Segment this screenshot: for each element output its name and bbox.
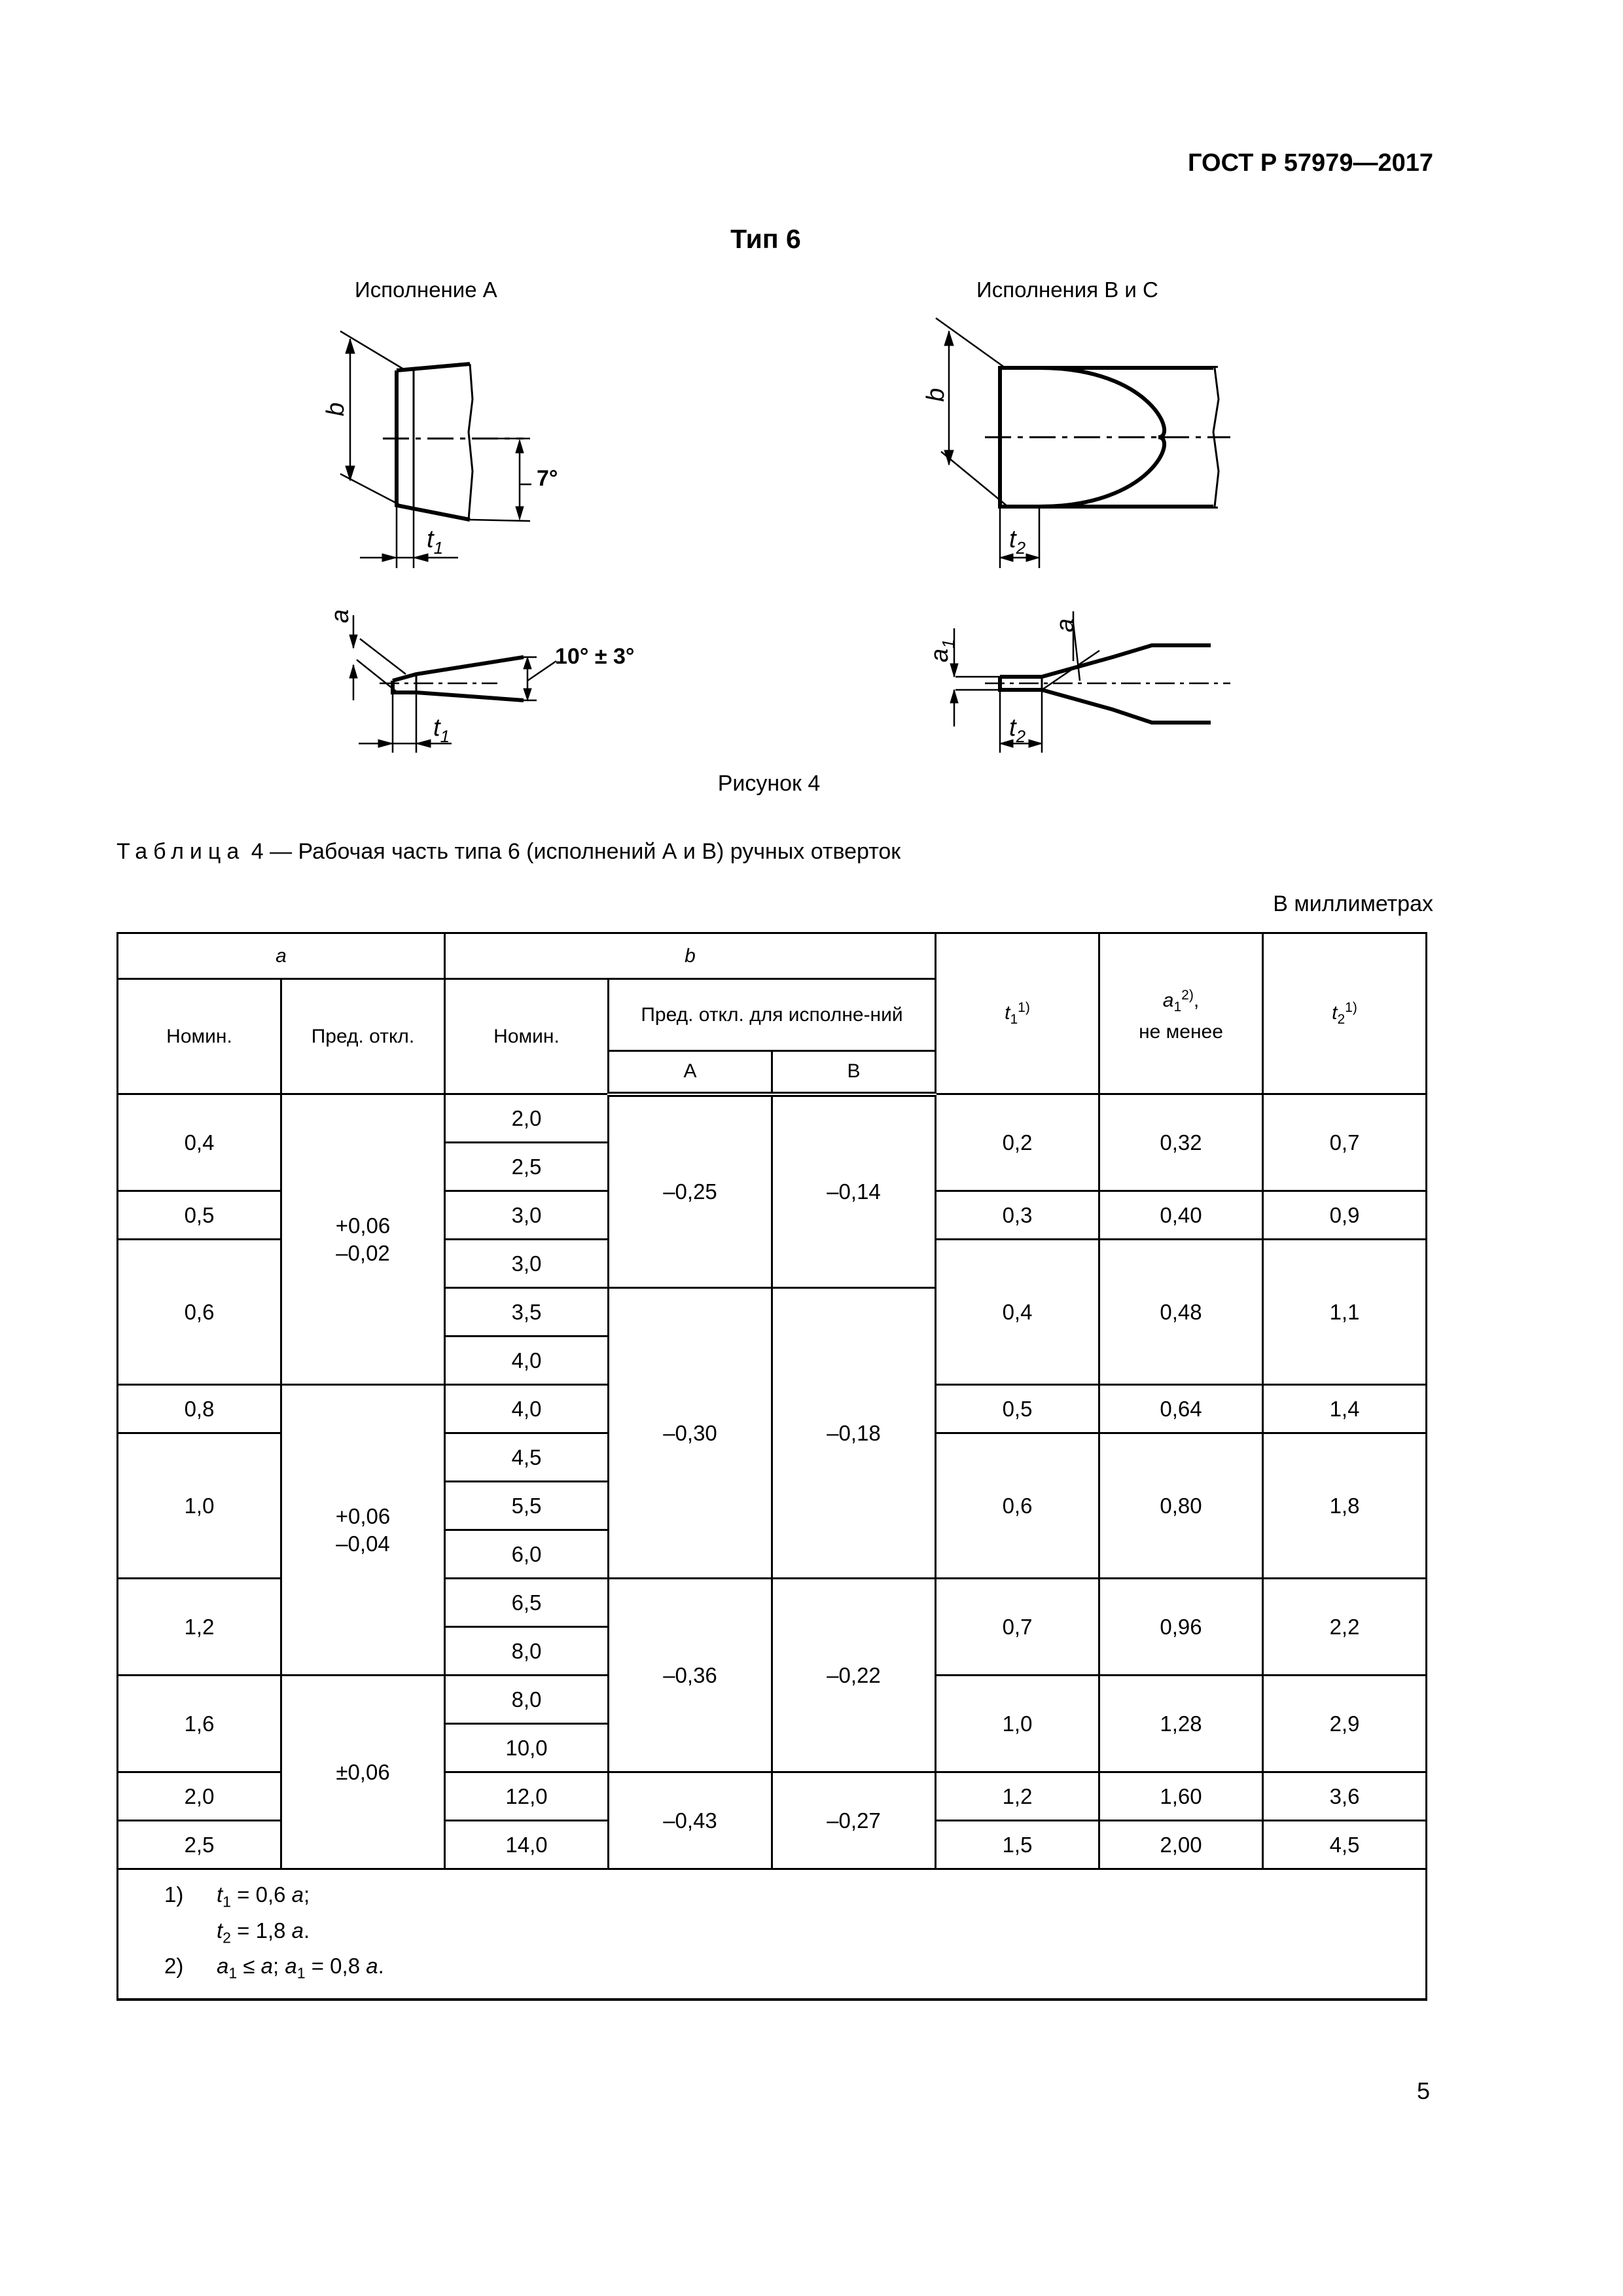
cell-b-nom: 3,5 [445, 1288, 609, 1336]
dim-t2-label-top: $t_2$ [1009, 526, 1026, 558]
variant-bc-side-view [950, 611, 1230, 753]
cell-a1: 0,48 [1099, 1240, 1263, 1385]
cell-a-nom: 1,2 [118, 1579, 281, 1676]
variant-a-title: Исполнение А [355, 278, 497, 302]
angle-10-label: 10° ± 3° [555, 644, 635, 669]
cell-tol-b-b: –0,27 [772, 1772, 936, 1869]
cell-b-nom: 12,0 [445, 1772, 609, 1821]
cell-t2: 1,1 [1263, 1240, 1427, 1385]
cell-t1: 1,0 [936, 1676, 1099, 1772]
cell-b-nom: 14,0 [445, 1821, 609, 1869]
cell-b-nom: 2,5 [445, 1143, 609, 1191]
footnote-2: 2) $a_1 \le a$; $a_1 = 0,8$ a. [164, 1954, 384, 1982]
table-title-text: 4 — Рабочая часть типа 6 (исполнений А и В) ручных отверток [245, 839, 901, 864]
cell-tol-a: ±0,06 [281, 1676, 445, 1869]
header-nomin-a: Номин. [118, 979, 281, 1094]
cell-a-nom: 1,6 [118, 1676, 281, 1772]
cell-tol-b-a: –0,30 [609, 1288, 772, 1579]
cell-t2: 0,7 [1263, 1094, 1427, 1191]
dim-t1-label-top: $t_1$ [427, 526, 444, 558]
header-a: a [118, 933, 445, 979]
footnote-1: 1) $t_1 = 0,6$ a; [164, 1882, 310, 1910]
cell-a-nom: 1,0 [118, 1433, 281, 1579]
table-units: В миллиметрах [1273, 891, 1433, 916]
cell-tol-b-b: –0,22 [772, 1579, 936, 1772]
cell-t2: 2,9 [1263, 1676, 1427, 1772]
cell-t2: 2,2 [1263, 1579, 1427, 1676]
cell-t1: 0,2 [936, 1094, 1099, 1191]
cell-tol-b-a: –0,36 [609, 1579, 772, 1772]
table-title [116, 839, 901, 865]
cell-t2: 3,6 [1263, 1772, 1427, 1821]
header-t2: $t_2^{1)}$ [1263, 933, 1427, 1094]
dim-a-label-right: a [1052, 618, 1079, 632]
cell-a-nom: 0,4 [118, 1094, 281, 1191]
cell-a1: 0,96 [1099, 1579, 1263, 1676]
cell-a1: 2,00 [1099, 1821, 1263, 1869]
cell-a-nom: 2,0 [118, 1772, 281, 1821]
variant-a-top-view [340, 331, 531, 568]
header-nomin-b: Номин. [445, 979, 609, 1094]
cell-tol-a: +0,06 –0,02 [281, 1094, 445, 1385]
dim-t2-label-bottom: $t_2$ [1009, 714, 1026, 746]
page-number: 5 [1416, 2077, 1430, 2104]
dim-a1-label: $a_1$ [926, 639, 958, 662]
header-a1: $a_1^{2)}$, не менее [1099, 933, 1263, 1094]
figure-4-drawing [0, 0, 1623, 785]
header-variant-a: А [609, 1051, 772, 1094]
cell-b-nom: 3,0 [445, 1191, 609, 1240]
variant-a-side-view [349, 615, 556, 753]
cell-a-nom: 2,5 [118, 1821, 281, 1869]
table-footnotes [118, 1869, 1427, 2000]
cell-t1: 0,7 [936, 1579, 1099, 1676]
variant-bc-top-view [936, 318, 1230, 568]
variant-bc-title: Исполнения В и С [976, 278, 1158, 302]
cell-b-nom: 10,0 [445, 1724, 609, 1772]
cell-b-nom: 5,5 [445, 1482, 609, 1530]
cell-a-nom: 0,5 [118, 1191, 281, 1240]
dim-a-label-left: a [327, 609, 354, 623]
cell-b-nom: 6,0 [445, 1530, 609, 1579]
header-pred-otkl-isp: Пред. откл. для исполне-ний [609, 979, 936, 1051]
cell-b-nom: 4,0 [445, 1385, 609, 1433]
cell-b-nom: 2,0 [445, 1094, 609, 1143]
cell-t1: 0,4 [936, 1240, 1099, 1385]
cell-b-nom: 8,0 [445, 1676, 609, 1724]
cell-b-nom: 3,0 [445, 1240, 609, 1288]
cell-t1: 0,5 [936, 1385, 1099, 1433]
cell-a1: 1,28 [1099, 1676, 1263, 1772]
cell-t1: 1,5 [936, 1821, 1099, 1869]
figure-caption: Рисунок 4 [717, 771, 821, 796]
cell-a-nom: 0,6 [118, 1240, 281, 1385]
cell-t1: 1,2 [936, 1772, 1099, 1821]
standard-number: ГОСТ Р 57979—2017 [1188, 149, 1433, 177]
cell-a1: 1,60 [1099, 1772, 1263, 1821]
header-b: b [445, 933, 936, 979]
cell-a1: 0,40 [1099, 1191, 1263, 1240]
cell-a1: 0,80 [1099, 1433, 1263, 1579]
table-title-label: Таблица [116, 839, 245, 864]
dim-t1-label-bottom: $t_1$ [433, 714, 450, 746]
header-t1: $t_1^{1)}$ [936, 933, 1099, 1094]
cell-tol-b-a: –0,25 [609, 1094, 772, 1288]
figure-type-title: Тип 6 [730, 224, 801, 254]
cell-tol-b-b: –0,14 [772, 1094, 936, 1288]
table-4 [116, 932, 1427, 2001]
cell-t2: 1,8 [1263, 1433, 1427, 1579]
cell-t2: 0,9 [1263, 1191, 1427, 1240]
cell-t1: 0,3 [936, 1191, 1099, 1240]
dim-b-label-right: b [922, 387, 950, 402]
cell-b-nom: 6,5 [445, 1579, 609, 1627]
cell-tol-a: +0,06 –0,04 [281, 1385, 445, 1676]
cell-t1: 0,6 [936, 1433, 1099, 1579]
cell-tol-b-b: –0,18 [772, 1288, 936, 1579]
cell-t2: 4,5 [1263, 1821, 1427, 1869]
header-pred-otkl: Пред. откл. [281, 979, 445, 1094]
dim-b-label-left: b [322, 402, 349, 416]
cell-a1: 0,64 [1099, 1385, 1263, 1433]
cell-t2: 1,4 [1263, 1385, 1427, 1433]
angle-7-label: 7° [537, 466, 558, 491]
cell-a1: 0,32 [1099, 1094, 1263, 1191]
cell-b-nom: 4,0 [445, 1336, 609, 1385]
cell-b-nom: 8,0 [445, 1627, 609, 1676]
footnote-1-line-2: $t_2 = 1,8$ a. [217, 1918, 310, 1946]
cell-a-nom: 0,8 [118, 1385, 281, 1433]
cell-tol-b-a: –0,43 [609, 1772, 772, 1869]
header-variant-b: В [772, 1051, 936, 1094]
cell-b-nom: 4,5 [445, 1433, 609, 1482]
